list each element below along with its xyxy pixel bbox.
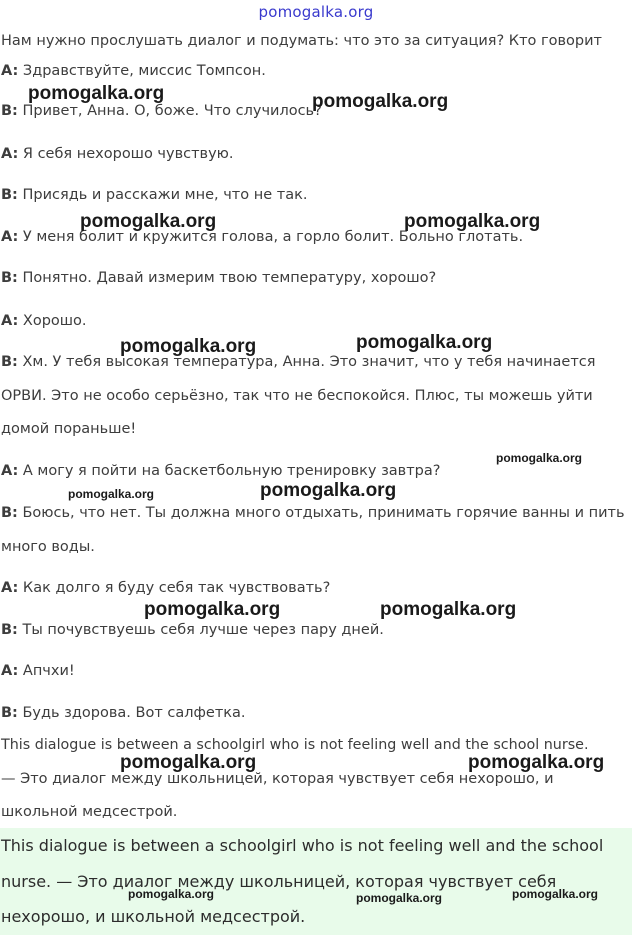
speaker-label: B: [1,505,18,521]
watermark: pomogalka.org [128,887,215,901]
dialogue-text: Я себя нехорошо чувствую. [18,146,234,162]
answer-line: This dialogue is between a schoolgirl who is not feeling well and the school [1,836,604,855]
watermark: pomogalka.org [144,599,281,620]
speaker-label: B: [1,270,18,286]
dialogue-text: домой пораньше! [1,421,137,437]
watermark: pomogalka.org [28,83,165,104]
dialogue-line [1,386,593,406]
dialogue-text: Как долго я буду себя так чувствовать? [18,580,331,596]
watermark: pomogalka.org [68,487,155,501]
dialogue-line [1,144,234,164]
watermark: pomogalka.org [260,480,397,501]
dialogue-line [1,352,595,372]
watermark: pomogalka.org [120,752,257,773]
speaker-label: B: [1,187,18,203]
speaker-label: A: [1,463,19,479]
watermark: pomogalka.org [80,211,217,232]
explanation-line: This dialogue is between a schoolgirl who is not feeling well and the school nurse. [1,737,589,753]
explanation-line: — Это диалог между школьницей, которая чувствует себя нехорошо, и [1,771,554,787]
speaker-label: B: [1,622,18,638]
dialogue-text: У меня болит и кружится голова, а горло болит. Больно глотать. [18,229,524,245]
dialogue-text: А могу я пойти на баскетбольную тренировку завтра? [18,463,441,479]
answer-block [0,828,632,935]
dialogue-text: Здравствуйте, миссис Томпсон. [18,63,266,79]
intro-text: Нам нужно прослушать диалог и подумать: что это за ситуация? Кто говорит [1,33,602,49]
speaker-label: A: [1,146,19,162]
dialogue-text: Боюсь, что нет. Ты должна много отдыхать, принимать горячие ванны и пить [17,505,625,521]
dialogue-line [1,703,246,723]
watermark: pomogalka.org [468,752,605,773]
dialogue-text: Понятно. Давай измерим твою температуру, хорошо? [17,270,437,286]
dialogue-line [1,311,87,331]
speaker-label: B: [1,103,18,119]
answer-line: нехорошо, и школьной медсестрой. [1,907,306,926]
answer-line: nurse. — Это диалог между школьницей, которая чувствует себя [1,872,557,891]
watermark: pomogalka.org [496,451,583,465]
speaker-label: B: [1,705,18,721]
dialogue-text: много воды. [1,539,95,555]
watermark: pomogalka.org [404,211,541,232]
dialogue-line [1,537,95,557]
watermark: pomogalka.org [120,336,257,357]
speaker-label: A: [1,663,19,679]
explanation-line: школьной медсестрой. [1,804,178,820]
dialogue-text: ОРВИ. Это не особо серьёзно, так что не беспокойся. Плюс, ты можешь уйти [1,388,593,404]
dialogue-text: Хорошо. [18,313,87,329]
watermark: pomogalka.org [380,599,517,620]
dialogue-line [1,661,75,681]
watermark: pomogalka.org [312,91,449,112]
speaker-label: A: [1,63,19,79]
watermark: pomogalka.org [356,332,493,353]
dialogue-line [1,461,440,481]
speaker-label: A: [1,229,19,245]
dialogue-line [1,578,330,598]
dialogue-line [1,61,266,81]
site-header[interactable]: pomogalka.org [258,3,374,21]
dialogue-text: Привет, Анна. О, боже. Что случилось? [17,103,322,119]
dialogue-text: Будь здорова. Вот салфетка. [17,705,246,721]
dialogue-line [1,419,136,439]
dialogue-text: Хм. У тебя высокая температура, Анна. Это значит, что у тебя начинается [17,354,596,370]
speaker-label: A: [1,313,19,329]
dialogue-text: Присядь и расскажи мне, что не так. [17,187,308,203]
dialogue-line [1,503,625,523]
dialogue-line [1,268,436,288]
dialogue-text: Апчхи! [18,663,75,679]
dialogue-text: Ты почувствуешь себя лучше через пару дней. [17,622,384,638]
speaker-label: B: [1,354,18,370]
dialogue-line [1,185,307,205]
dialogue-line [1,620,384,640]
watermark: pomogalka.org [356,891,443,905]
speaker-label: A: [1,580,19,596]
watermark: pomogalka.org [512,887,599,901]
